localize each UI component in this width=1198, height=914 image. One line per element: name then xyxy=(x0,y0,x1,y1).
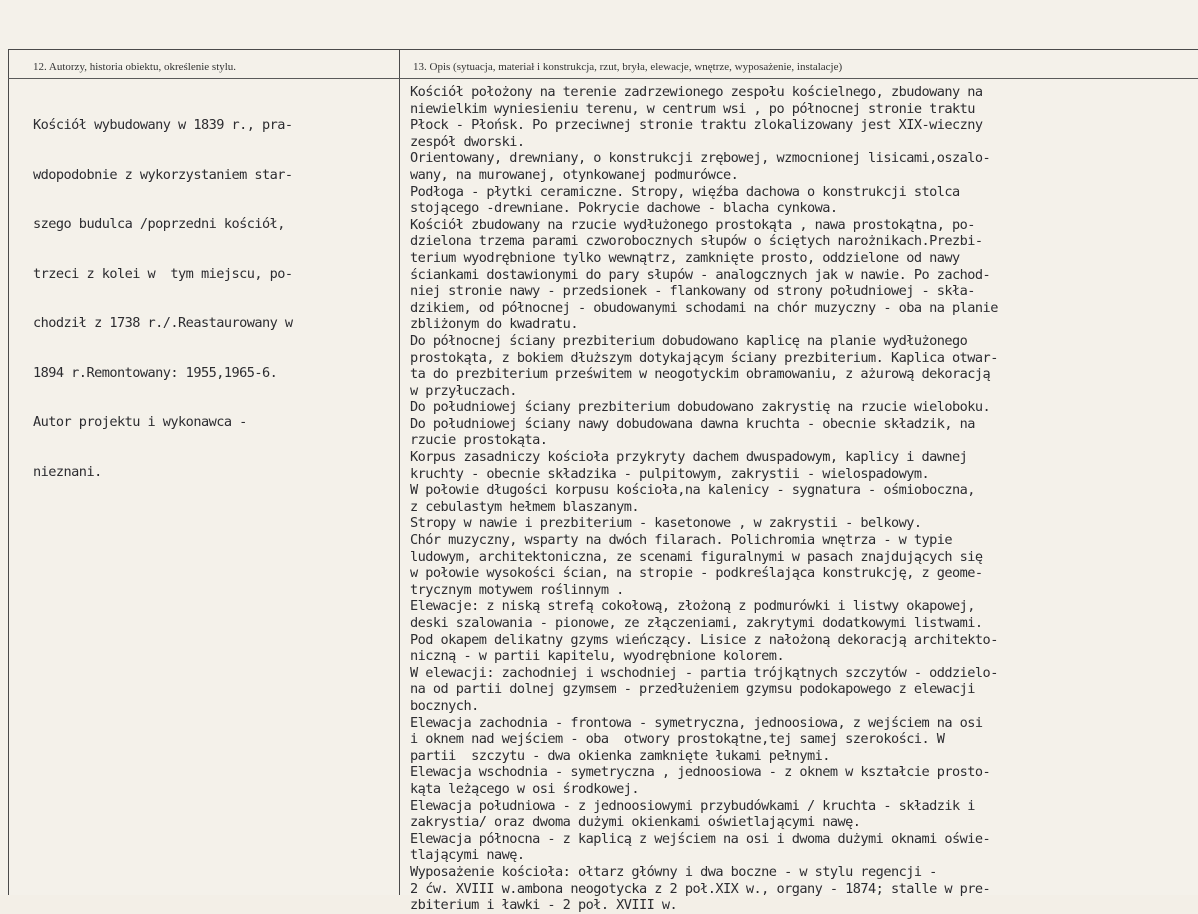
history-line: 1894 r.Remontowany: 1955,1965-6. xyxy=(33,364,278,381)
description-line: Wyposażenie kościoła: ołtarz główny i dwa boczne - w stylu regencji - xyxy=(410,863,937,880)
description-line: Podłoga - płytki ceramiczne. Stropy, więźba dachowa o konstrukcji stolca xyxy=(410,183,960,200)
description-line: terium wyodrębnione tylko wewnątrz, zamknięte prosto, oddzielone od nawy xyxy=(410,249,960,266)
description-line: Elewacja północna - z kaplicą z wejściem na osi i dwoma dużymi oknami oświe- xyxy=(410,830,991,847)
description-line: kąta leżącego w osi środkowej. xyxy=(410,780,640,797)
history-line: trzeci z kolei w tym miejscu, po- xyxy=(33,265,293,282)
description-line: Korpus zasadniczy kościoła przykryty dachem dwuspadowym, kaplicy i dawnej xyxy=(410,449,968,466)
description-line: partii szczytu - dwa okienka zamknięte łukami pełnymi. xyxy=(410,747,830,764)
description-line: kruchty - obecnie składzika - pulpitowym, zakrystii - wielospadowym. xyxy=(410,465,930,482)
history-line: Kościół wybudowany w 1839 r., pra- xyxy=(33,117,293,133)
history-line: chodził z 1738 r./.Reastaurowany w xyxy=(33,315,293,331)
description-line: Elewacje: z niską strefą cokołową, złożoną z podmurówki i listwy okapowej, xyxy=(410,598,975,615)
description-line: prostokąta, z bokiem dłuższym dotykającym ściany prezbiterium. Kaplica otwar- xyxy=(410,349,998,366)
description-line: Kościół położony na terenie zadrzewionego zespołu kościelnego, zbudowany na xyxy=(410,84,983,100)
description-line: ta do prezbiterium prześwitem w neogotyckim obramowaniu, z ażurową dekoracją xyxy=(410,366,991,383)
description-line: Płock - Płońsk. Po przeciwnej stronie traktu zlokalizowany jest XIX-wieczny xyxy=(410,117,983,134)
description-line: Stropy w nawie i prezbiterium - kasetonowe , w zakrystii - belkowy. xyxy=(410,515,922,532)
description-line: Elewacja południowa - z jednoosiowymi przybudówkami / kruchta - składzik i xyxy=(410,797,975,814)
description-line: zakrystia/ oraz dwoma dużymi okienkami oświetlającymi nawę. xyxy=(410,814,861,831)
description-line: na od partii dolnej gzymsem - przedłużeniem gzymsu podokapowego z elewacji xyxy=(410,681,975,698)
description-line: Chór muzyczny, wsparty na dwóch filarach. Polichromia wnętrza - w typie xyxy=(410,532,953,549)
description-line: zbiterium i ławki - 2 poł. XVIII w. xyxy=(410,897,678,914)
description-line: zespół dworski. xyxy=(410,133,525,150)
description-line: W połowie długości korpusu kościoła,na kalenicy - sygnatura - ośmioboczna, xyxy=(410,482,975,499)
frame-top-border xyxy=(8,49,1198,50)
frame-left-border xyxy=(8,49,9,895)
description-line: niewielkim wyniesieniu terenu, w centrum wsi , po północnej stronie traktu xyxy=(410,100,975,117)
description-line: Do południowej ściany nawy dobudowana dawna kruchta - obecnie składzik, na xyxy=(410,415,975,432)
description-line: ludowym, architektoniczna, ze scenami figuralnymi w pasach znajdujących się xyxy=(410,548,983,565)
description-text-block xyxy=(410,84,1195,914)
description-line: i oknem nad wejściem - oba otwory prostokątne,tej samej szerokości. W xyxy=(410,731,945,748)
description-line: niej stronie nawy - przedsionek - flankowany od strony południowej - skła- xyxy=(410,283,975,300)
history-line: szego budulca /poprzedni kościół, xyxy=(33,216,285,232)
right-header-rule xyxy=(399,78,1198,79)
description-line: Kościół zbudowany na rzucie wydłużonego prostokąta , nawa prostokątna, po- xyxy=(410,216,975,233)
description-line: Elewacja zachodnia - frontowa - symetryczna, jednoosiowa, z wejściem na osi xyxy=(410,714,983,731)
description-line: 2 ćw. XVIII w.ambona neogotycka z 2 poł.XIX w., organy - 1874; stalle w pre- xyxy=(410,880,991,897)
description-line: ściankami dostawionymi do pary słupów - analogcznych jak w nawie. Po zachod- xyxy=(410,266,991,283)
description-line: niczną - w partii kapitelu, wyodrębnione kolorem. xyxy=(410,648,785,665)
description-line: deski szalowania - pionowe, ze złączeniami, zakrytymi dodatkowymi listwami. xyxy=(410,615,983,631)
description-line: z cebulastym hełmem blaszanym. xyxy=(410,498,640,515)
description-line: w przyłuczach. xyxy=(410,382,517,399)
description-line: dzikiem, od północnej - obudowanymi schodami na chór muzyczny - oba na planie xyxy=(410,299,998,316)
history-text-block xyxy=(33,84,388,513)
description-line: w połowie wysokości ścian, na stropie - podkreślająca konstrukcję, z geome- xyxy=(410,565,983,582)
right-column-header: 13. Opis (sytuacja, materiał i konstrukcja, rzut, bryła, elewacje, wnętrze, wyposażenie, instalacje) xyxy=(413,61,843,73)
description-line: Do południowej ściany prezbiterium dobudowano zakrystię na rzucie wieloboku. xyxy=(410,399,991,416)
description-line: bocznych. xyxy=(410,697,479,714)
history-line: Autor projektu i wykonawca - xyxy=(33,414,247,430)
description-line: zbliżonym do kwadratu. xyxy=(410,316,578,333)
column-divider xyxy=(399,49,400,895)
description-line: tlającymi nawę. xyxy=(410,847,525,864)
description-line: wany, na murowanej, otynkowanej podmurówce. xyxy=(410,166,739,183)
description-line: trycznym motywem roślinnym . xyxy=(410,581,624,598)
description-line: Pod okapem delikatny gzyms wieńczący. Lisice z nałożoną dekoracją architekto- xyxy=(410,631,998,648)
description-line: Elewacja wschodnia - symetryczna , jednoosiowa - z oknem w kształcie prosto- xyxy=(410,764,991,781)
description-line: stojącego -drewniane. Pokrycie dachowe - blacha cynkowa. xyxy=(410,200,838,217)
description-line: Orientowany, drewniany, o konstrukcji zrębowej, wzmocnionej lisicami,oszalo- xyxy=(410,150,991,167)
left-column-header: 12. Autorzy, historia obiektu, określenie stylu. xyxy=(33,61,237,73)
history-line: wdopodobnie z wykorzystaniem star- xyxy=(33,166,293,183)
description-line: Do północnej ściany prezbiterium dobudowano kaplicę na planie wydłużonego xyxy=(410,332,968,349)
history-line: nieznani. xyxy=(33,463,102,480)
description-line: rzucie prostokąta. xyxy=(410,432,548,449)
description-line: W elewacji: zachodniej i wschodniej - partia trójkątnych szczytów - oddzielo- xyxy=(410,664,998,681)
description-line: dzielona trzema parami czworobocznych słupów o ściętych narożnikach.Prezbi- xyxy=(410,233,983,250)
left-header-rule xyxy=(8,78,399,79)
